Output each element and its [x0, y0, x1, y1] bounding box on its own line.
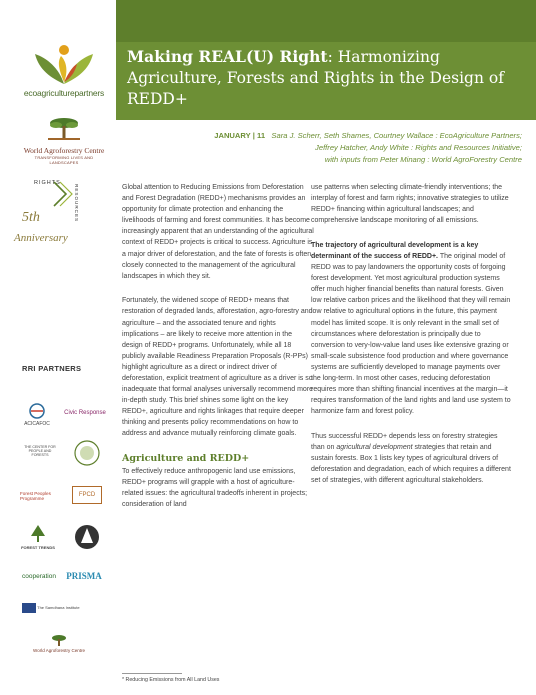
emblem-icon [73, 438, 101, 468]
paragraph [311, 240, 511, 418]
partner-logo-samdhana [22, 600, 82, 616]
tree-icon [50, 633, 68, 647]
partner-label: Forest Peoples Programme [20, 490, 51, 501]
partner-logo-cooperation [14, 566, 64, 588]
issue-date: JANUARY [214, 131, 251, 140]
paragraph-text: strategies that retain and sustain forests. Box 1 lists key types of agricultural drivers of deforestation and degradation, each of which requires a different set of strategies, with different agricultural stakeholders. [311, 443, 511, 485]
partner-label: FOREST TRENDS [21, 544, 55, 550]
emphasis: agricultural development [336, 443, 413, 451]
partner-label: World Agroforestry Centre [33, 647, 85, 653]
partner-label: PRISMA [66, 571, 102, 582]
partner-logo-center-people-forests [20, 442, 60, 462]
section-heading: Agriculture and REDD+ [122, 453, 250, 465]
ecoagriculture-leaf-icon [31, 40, 97, 86]
column-1 [122, 182, 314, 524]
rri-resources-text: RESOURCES [74, 184, 79, 223]
partner-logo-prisma [62, 568, 106, 586]
waf-tagline: TRANSFORMING LIVES AND LANDSCAPES [34, 155, 94, 165]
authors-line-3: with inputs from Peter Minang : World AgroForestry Centre [324, 155, 522, 165]
partner-label: cooperation [22, 573, 56, 581]
page-title [127, 46, 522, 110]
partner-logo-forest-trends [20, 520, 56, 554]
rri-rights-text: RIGHTS [34, 180, 61, 186]
partner-label: Civic Response [64, 409, 106, 416]
column-2 [311, 182, 511, 500]
partner-label: The Samdhana Institute [37, 604, 80, 610]
paragraph [311, 431, 511, 486]
authors-line-2: Jeffrey Hatcher, Andy White : Rights and Resources Initiative; [315, 143, 522, 153]
author-meta: JANUARY | 11 Sara J. Scherr, Seth Shames, Courtney Wallace : EcoAgriculture Partners; Jeffrey Hatcher, Andy White : Rights and Resources Initiative; with inputs from Peter Minang : World AgroForestry Centre [214, 131, 522, 165]
header-bar [116, 0, 536, 44]
title-rest: : Harmonizing Agriculture, Forests and Rights in the Design of REDD+ [127, 48, 504, 108]
partner-label: THE CENTER FOR PEOPLE AND FORESTS [24, 445, 56, 457]
paragraph-text: The original model of REDD was to pay landowners the opportunity costs of forgoing forest development. Yet most agricultural production systems offer much higher financial benefits than natural forests. Given low relative carbon prices and the likelihood that they will remain low relative to agricultural options in the future, this payment model has limited scope. It is only relevant in the small set of circumstances where deforestation is principally due to conversion to very-low-value land uses like extensive grazing or small-scale subsistence food production and where governance systems are sufficiently developed to manage payments over the long-term. In most other cases, reducing deforestation requires more than shifting financial incentives at the margin—it requires transformation of the land rights and land use system to harmonize farm and forest policy. [311, 252, 511, 416]
partner-logo-ifri [72, 522, 102, 552]
partner-logo-forest-peoples-programme [20, 484, 66, 508]
partner-logo-fpcd [72, 486, 102, 504]
footnote: * Reducing Emissions from All Land Uses [122, 677, 220, 683]
ecoagriculture-logo [20, 40, 108, 108]
footnote-rule [122, 673, 182, 674]
paragraph-text: Thus successful REDD+ depends less on forestry strategies than on [311, 432, 498, 451]
partner-logo-acicafoc [20, 400, 54, 430]
lead-sentence: The trajectory of agricultural development is a key determinant of the success of REDD+. [311, 241, 479, 260]
partner-logo-emblem [72, 436, 102, 470]
acicafoc-icon [26, 403, 48, 419]
title-bold: Making REAL(U) Right [127, 47, 328, 66]
partner-label: ACICAFOC [24, 420, 50, 427]
forest-trends-icon [29, 524, 47, 544]
world-agroforestry-logo [20, 115, 108, 165]
partners-heading: RRI PARTNERS [22, 364, 82, 373]
ecoagriculture-logo-text: ecoagriculturepartners [23, 88, 105, 98]
sidebar [0, 0, 112, 695]
partner-logo-world-agroforestry [14, 628, 104, 658]
partner-logo-civic-response [62, 402, 108, 424]
rri-anniversary-text: Anniversary [14, 232, 68, 244]
rri-chevron-icon [14, 178, 108, 212]
paragraph: use patterns when selecting climate-friendly interventions; the interplay of forest and farm rights; innovative strategies to utilize REDD+ financing within agricultural landscapes; and comprehensive landscape monitoring of all emissions. [311, 184, 509, 225]
tree-icon [44, 115, 84, 141]
paragraph: Global attention to Reducing Emissions from Deforestation and Forest Degradation (REDD+) mechanisms provides an opportunity for climate protection and enhancing the livelihoods of farming and forest communities. It has become increasingly apparent that an understanding of the agricultural context of REDD+ projects is critical to success. Agriculture is a major driver of deforestation, and the fate of forests is often closely connected to the management of the agricultural landscapes in which they sit. [122, 184, 314, 280]
ifri-icon [73, 523, 101, 551]
waf-name: World Agroforestry Centre [23, 146, 105, 155]
authors-line-1: Sara J. Scherr, Seth Shames, Courtney Wallace : EcoAgriculture Partners; [271, 131, 522, 140]
samdhana-icon [22, 603, 36, 613]
issue-number: 11 [257, 131, 266, 140]
paragraph: Fortunately, the widened scope of REDD+ means that restoration of degraded lands, afforestation, agro-forestry and agriculture – and the associated tenure and rights implications – are likely to receive more attention in the design of REDD+ programs. Unfortunately, while all 18 publicly available Readiness Preparation Proposals (R-PPs) highlight agriculture as a direct or indirect driver of deforestation, explicit treatment of agriculture as a driver is so inadequate that formal analyses universally recommend more in-depth study. This brief shines some light on the key REDD+, agriculture and rights linkages that require deeper thinking and presents policy recommendations on how to address and advance mutually reinforcing climate goals. [122, 297, 314, 438]
paragraph: To effectively reduce anthropogenic land use emissions, REDD+ programs will grapple with a host of agriculture-related issues: the agricultural tradeoffs inherent in projects; consideration of land [122, 468, 308, 509]
rri-5th-text: 5th [22, 210, 40, 225]
partner-label: FPCD [78, 491, 96, 498]
